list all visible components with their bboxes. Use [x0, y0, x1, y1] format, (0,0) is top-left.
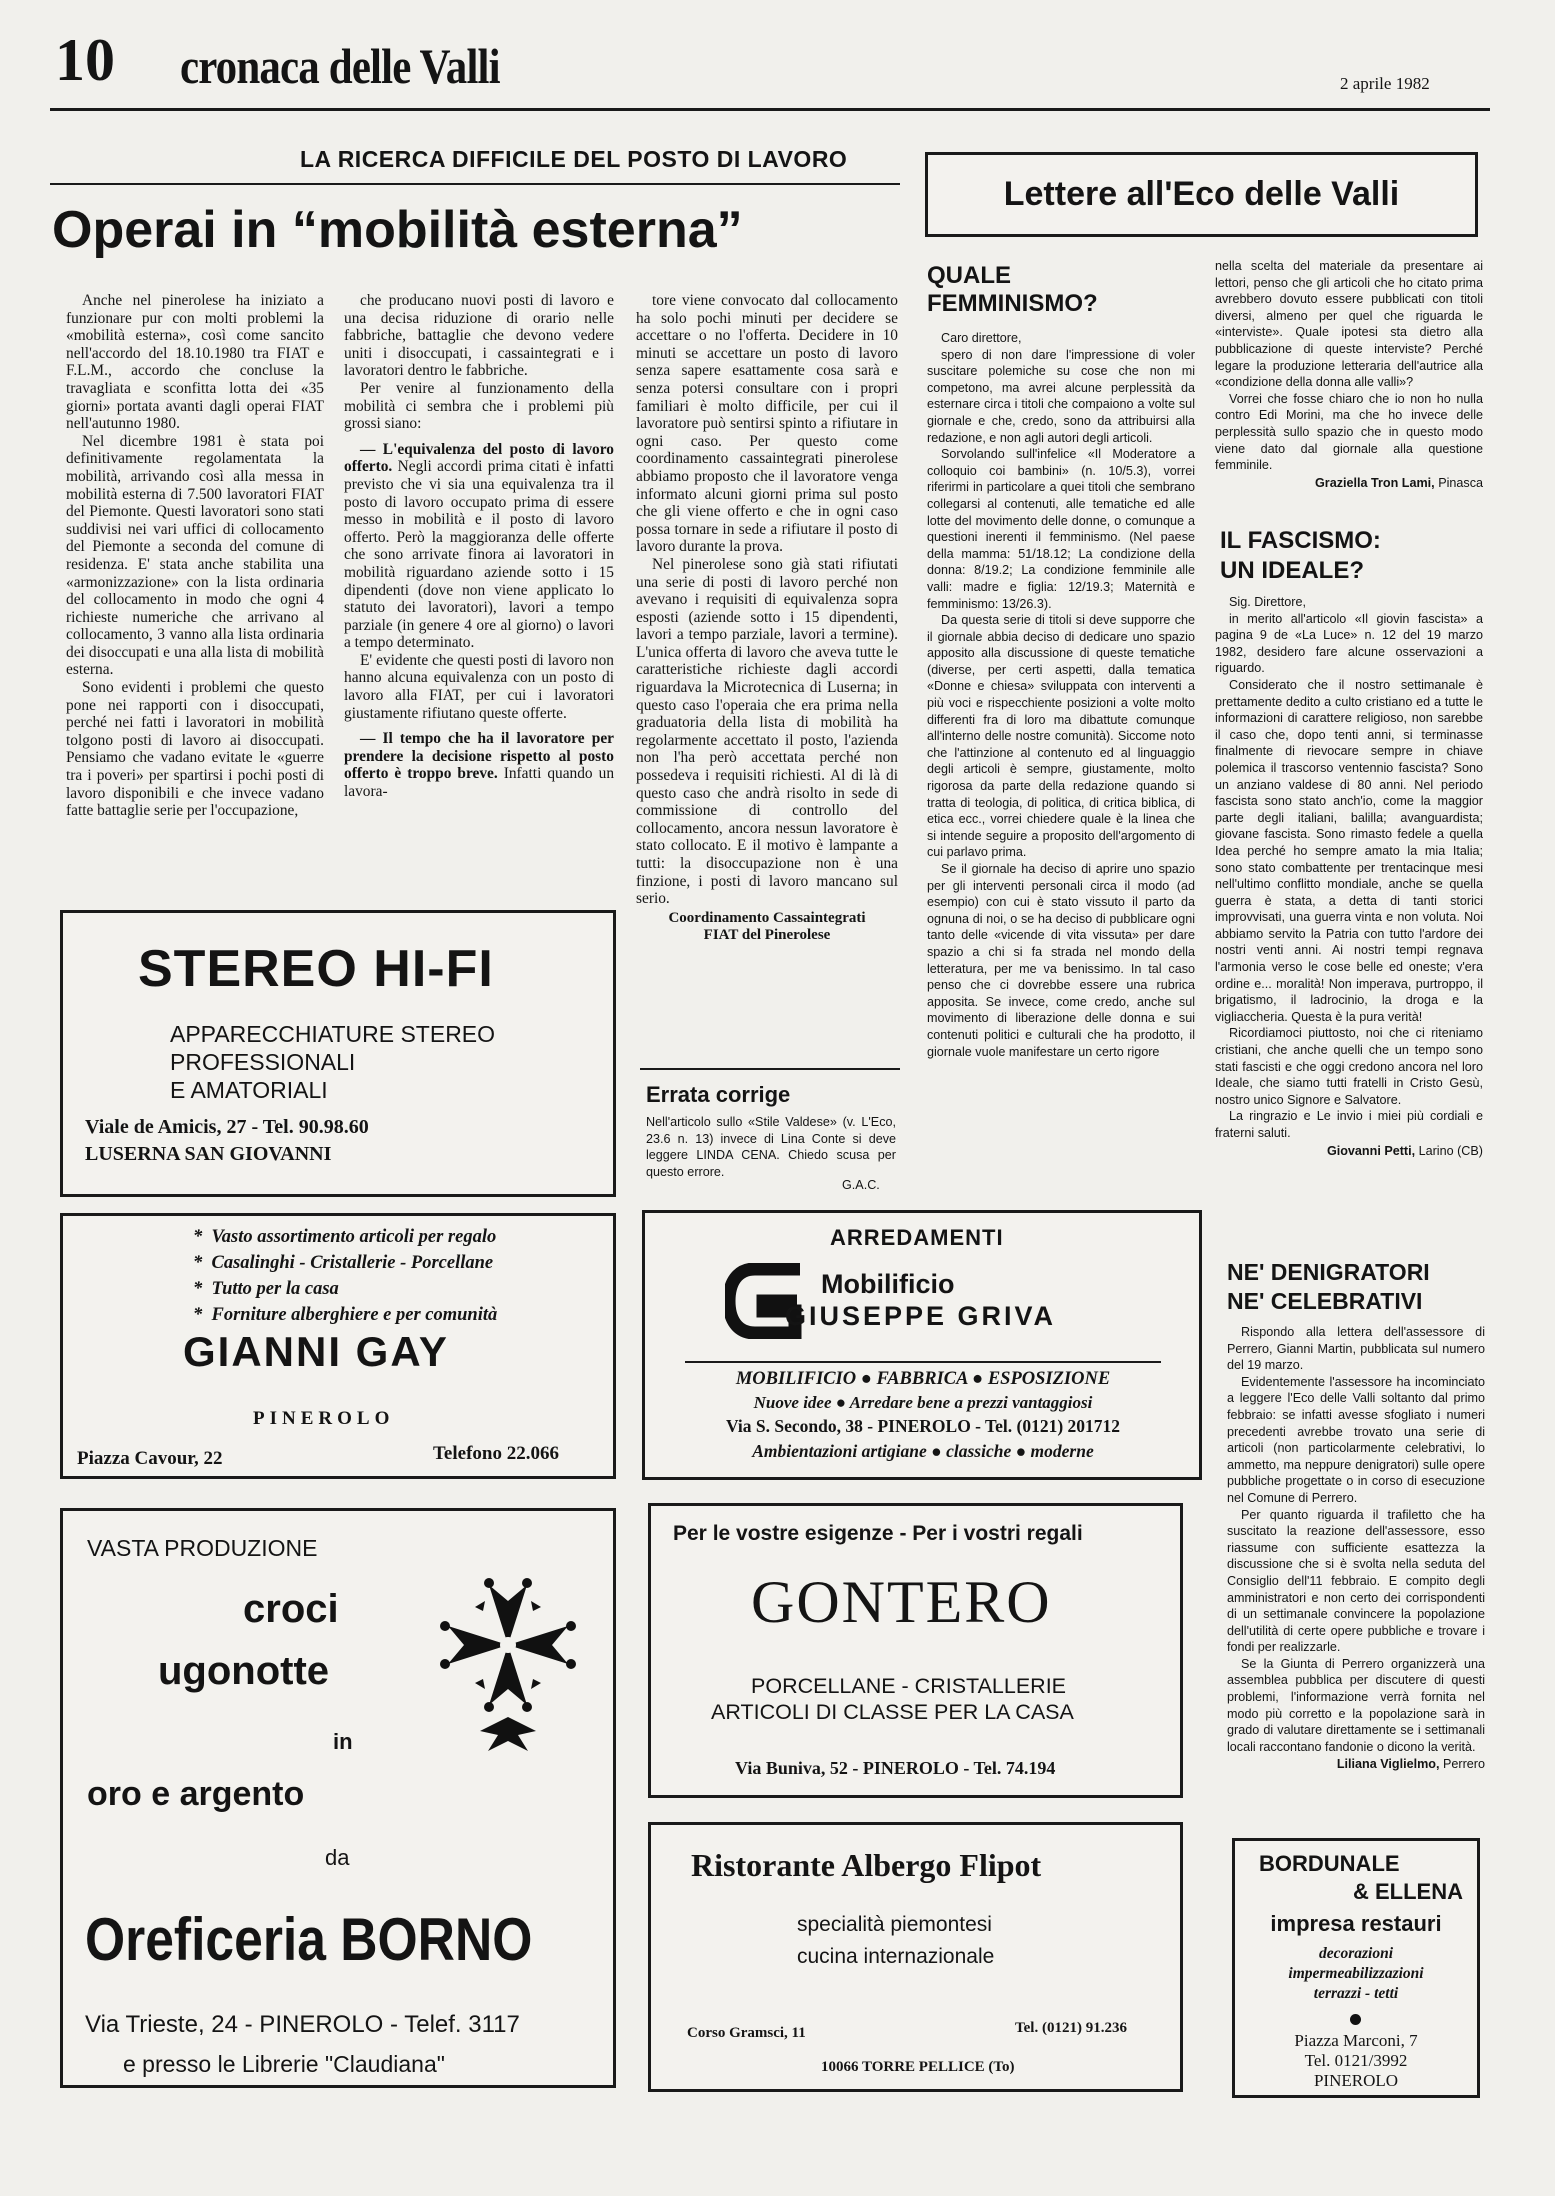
- ad-flipot: [648, 1822, 1183, 2092]
- ad-stereo-line: E AMATORIALI: [170, 1077, 328, 1103]
- letter1-title-line: FEMMINISMO?: [927, 290, 1098, 317]
- letter3-signature: [1227, 1757, 1485, 1771]
- letter-paragraph: Considerato che il nostro settimanale è prettamente dedito a culto cristiano ed a tutte le informazioni di carattere religioso, non sarebbe il caso che, dopo tenti anni, si terminasse finalmente di rievocare sempre in chiave polemica il trascorso ventennio fascista? Sono un anziano valdese di 80 anni. Nel periodo fascista sono stato anch'io, come la maggior parte degli italiani, balilla; avanguardista; giovane fascista. Sono rimasto fedele a quella Idea perché ho sempre amato la mia Italia; sono stato combattente per trentacinque mesi nell'ultimo conflitto mondiale, anche se quella guerra è stata, a detta di tanti storici improvvisati, una guerra vinta e non voluta. Noi abbiamo servito la Patria con tutto l'ardore dei nostri venti anni. Ai nostri tempi regnava l'armonia verso le cose belle ed oneste; v'era ordine e... moralità! Non imperava, purtroppo, il brigatismo, il ladrocinio, la droga e la vigliaccheria. Questa è la pura verità!: [1215, 677, 1483, 1024]
- ad-flipot-name: Ristorante Albergo Flipot: [691, 1847, 1042, 1883]
- ad-gianni-bullet: [193, 1224, 497, 1250]
- huguenot-cross-icon: [423, 1567, 593, 1787]
- ad-gianni-bullet-text: Tutto per la casa: [211, 1279, 339, 1299]
- ad-bordunale-service: terrazzi - tetti: [1313, 1985, 1399, 2002]
- letter2-signature: [1215, 1144, 1483, 1158]
- letter-paragraph: nella scelta del materiale da presentare ai lettori, penso che gli articoli che ho citato prima avrebbero dovuto essere pubblicati con titoli diversi, almeno per quel che riguarda le «interviste». Quale ipotesi sta dietro alla pubblicazione di queste interviste? Perché legare la produzione letteraria dell'autrice alla «condizione della donna alle valli»?: [1215, 259, 1483, 390]
- letter2-sign-name: Giovanni Petti,: [1326, 1143, 1416, 1158]
- letter1-column-2: [1215, 258, 1483, 490]
- letter3-title-line: NE' CELEBRATIVI: [1227, 1288, 1423, 1314]
- page-number: 10: [55, 27, 115, 93]
- errata-title: Errata corrige: [646, 1082, 791, 1107]
- ad-flipot-line2: cucina internazionale: [797, 1945, 995, 1968]
- article-column-1: [66, 292, 324, 820]
- letter-paragraph: Rispondo alla lettera dell'assessore di Perrero, Gianni Martin, pubblicata sul numero del 19 marzo.: [1227, 1325, 1485, 1373]
- letter-paragraph: Sorvolando sull'infelice «Il Moderatore a colloquio coi bambini» (n. 10/5.3), vorrei riferirmi in particolare a quei titoli che sembrano collegarsi al contenuti, alle tematiche ed alle lotte del movimento delle donne, o comunque a questioni inerenti il femminismo. (Nel paese della mamma: 51/18.12; La condizione della donna: 8/19.2; La condizione femminile alle valli: madre e figlia: 12/19.3; Maternità e femminismo: 13/26.3).: [927, 447, 1195, 611]
- ad-gianni-phone: Telefono 22.066: [433, 1443, 559, 1464]
- ad-griva-brand1: Mobilificio: [821, 1269, 955, 1299]
- letter1-sign-name: Graziella Tron Lami,: [1315, 475, 1435, 490]
- letter1-title: [927, 262, 1098, 318]
- ad-flipot-address: Corso Gramsci, 11: [687, 2025, 806, 2041]
- article-paragraph: Negli accordi prima citati è infatti previsto che vi sia una equivalenza tra il posto di lavoro occupato prima di essere messo in mobilità e il posto di lavoro offerto. Però la maggioranza delle offerte che sono arrivate finora ai lavoratori in mobilità riguardano aziende sotto i 15 dipendenti (dove non viene applicato lo statuto dei lavoratori), lavori a tempo parziale (in genere 4 ore al giorno) o lavori a tempo determinato.: [344, 458, 615, 652]
- letter3-sign-place: Perrero: [1443, 1757, 1485, 1772]
- ad-griva-line3: Via S. Secondo, 38 - PINEROLO - Tel. (0121) 201712: [725, 1416, 1121, 1436]
- article-paragraph: Nel dicembre 1981 è stata poi definitivamente regolamentata la mobilità, arrivando così alla messa in mobilità esterna di 7.500 lavoratori FIAT del Piemonte. Questi lavoratori sono stati suddivisi nei vari uffici di collocamento del Piemonte a seconda del comune di residenza. E' stata anche stabilita una «armonizzazione» con la lista ordinaria del collocamento in modo che ogni 4 richieste numeriche che arrivano al collocamento, 3 vanno alla lista ordinaria dei disoccupati e una alla lista di mobilità esterna.: [66, 432, 324, 679]
- ad-bordunale-name: BORDUNALE: [1259, 1851, 1400, 1876]
- article-column-2: [344, 292, 614, 801]
- letter-paragraph: Per quanto riguarda il trafiletto che ha suscitato la reazione dell'assessore, esso riassume con sufficiente esattezza la discussione che si è svolta nella seduta del Consiglio dell'11 febbraio. E compito degli amministratori e non certo dei corrispondenti di un settimanale convincere la popolazione dell'utilità di certe opere pubbliche e trovare i fondi per realizzarle.: [1227, 1507, 1485, 1655]
- ad-stereo-address: Viale de Amicis, 27 - Tel. 90.98.60: [85, 1116, 369, 1138]
- asterisk-icon: *: [193, 1305, 203, 1325]
- article-paragraph: Infatti quando un lavora-: [344, 765, 615, 801]
- ad-griva-line2: Nuove idee ● Arredare bene a prezzi vantaggiosi: [753, 1393, 1093, 1412]
- letter2-sign-place: Larino (CB): [1418, 1143, 1483, 1158]
- letters-header-box: [925, 152, 1478, 237]
- ad-flipot-city: 10066 TORRE PELLICE (To): [821, 2059, 1015, 2075]
- ad-bordunale-address: Piazza Marconi, 7: [1294, 2031, 1418, 2050]
- errata-body: Nell'articolo sullo «Stile Valdese» (v. L'Eco, 23.6 n. 13) invece di Lina Conte si deve leggere LINDA CENA. Chiedo scusa per questo errore.: [646, 1115, 896, 1179]
- ad-gianni-city: PINEROLO: [253, 1408, 395, 1429]
- letter1-sign-place: Pinasca: [1438, 475, 1483, 490]
- ad-gianni-bullet: [193, 1250, 497, 1276]
- letter1-column-1: [927, 330, 1195, 1060]
- ad-stereo-line: PROFESSIONALI: [170, 1049, 356, 1075]
- ad-borno-address: Via Trieste, 24 - PINEROLO - Telef. 3117: [85, 2011, 520, 2038]
- article-signature: FIAT del Pinerolese: [703, 926, 831, 943]
- article-paragraph: tore viene convocato dal collocamento ha solo pochi minuti per decidere se accettare o no l'offerta. Decidere in 10 minuti se accettare un posto di lavoro senza sapere esattamente cosa sarà e senza potersi consultare con i propri familiari è molto difficile, per cui il lavoratore può sentirsi spinto a rifiutare in ogni caso. Per questo come coordinamento cassaintegrati pinerolese abbiamo proposto che il lavoratore venga informato alcuni giorni prima sul posto che gli viene offerto e che in ogni caso possa tornare in sede a rifiutare il posto di lavoro durante la prova.: [636, 292, 898, 556]
- article-paragraph: Per venire al funzionamento della mobilità ci sembra che i problemi più grossi siano:: [344, 379, 614, 433]
- masthead-rule: [50, 108, 1490, 111]
- ad-gianni-bullet: [193, 1302, 497, 1328]
- letter-paragraph: Evidentemente l'assessore ha incominciato a leggere l'Eco delle Valli soltanto dal primo febbraio: se infatti avesse sfogliato i numeri precedenti avrebbe trovato una serie di articoli (non particolarmente celebrativi, lo ammetto, ma neppure denigratori) sulle opere pubbliche progettate o in corso di esecuzione nel Comune di Perrero.: [1227, 1374, 1485, 1505]
- letter2-title-line: IL FASCISMO:: [1220, 527, 1381, 554]
- ad-bordunale-name: & ELLENA: [1353, 1879, 1463, 1904]
- ad-gianni-gay: [60, 1213, 616, 1479]
- letter1-title-line: QUALE: [927, 262, 1011, 289]
- letter-paragraph: Ricordiamoci piuttosto, noi che ci riteniamo cristiani, che anche quelli che un tempo sono stati fascisti e che oggi credono ancora nel loro Ideale, che siamo tutti fratelli in Cristo Gesù, nostro unico Signore e Salvatore.: [1215, 1026, 1483, 1107]
- ad-flipot-phone: Tel. (0121) 91.236: [1015, 2020, 1127, 2036]
- letter-paragraph: Se il giornale ha deciso di aprire uno spazio per gli interventi personali circa il modo (ad esempio) con cui è stato vissuto il parto da ognuna di noi, o se ha deciso di pubblicare ogni tanto delle «vicende di vita vissuta» per dare spazio a chi si fa strada nel mondo della letteratura, per me va benissimo. In tal caso penso che ci dovrebbe essere una rubrica apposita. Se invece, come credo, anche sul movimento di liberazione delle donna e sui contenuti politici e culturali che ha prodotto, il giornale vuole manifestare un certo rigore: [927, 862, 1195, 1059]
- bullet-dot-icon: [1350, 2014, 1361, 2025]
- ad-griva-word: FABBRICA: [876, 1369, 968, 1389]
- article-signature: Coordinamento Cassaintegrati: [668, 909, 866, 926]
- ad-gontero-line2: ARTICOLI DI CLASSE PER LA CASA: [711, 1700, 1074, 1724]
- letter3-body: [1227, 1324, 1485, 1771]
- letter2-body: [1215, 594, 1483, 1158]
- ad-gontero-name: GONTERO: [751, 1569, 1052, 1635]
- ad-griva-line1: MOBILIFICIO ● FABBRICA ● ESPOSIZIONE: [735, 1369, 1111, 1389]
- letter3-title: [1227, 1258, 1430, 1316]
- ad-stereo-hifi: [60, 910, 616, 1197]
- ad-griva-line4: Ambientazioni artigiane ● classiche ● moderne: [752, 1441, 1094, 1461]
- ad-gianni-bullet-text: Vasto assortimento articoli per regalo: [211, 1227, 497, 1247]
- ad-griva-top: ARREDAMENTI: [830, 1225, 1004, 1250]
- letter3-sign-name: Liliana Viglielmo,: [1336, 1757, 1440, 1772]
- ad-borno-word: croci: [243, 1587, 339, 1631]
- article-paragraph: Nel pinerolese sono già stati rifiutati una serie di posti di lavoro perché non avevano i requisiti di equivalenza sopra esposti (aziende sotto i 15 dipendenti, lavori a tempo parziale, lavori a termine). L'unica offerta di lavoro che aveva tutte le caratteristiche richieste dagli accordi riguardava la Microtecnica di Luserna; in questo caso l'operaia che era prima nella graduatoria della lista di mobilità ha regolarmente accettato il posto, l'azienda non l'ha però accettata perché non possedeva i requisiti richiesti. Al di là di questo caso che andrà risolto in sede di commissione di controllo del collocamento, ancora nessun lavoratore è stato collocato. E il motivo è lampante a tutti: la disoccupazione non è una finzione, i posti di lavoro mancano sul serio.: [636, 555, 898, 908]
- ad-griva-word: MOBILIFICIO: [735, 1369, 857, 1389]
- ad-gontero-top: Per le vostre esigenze - Per i vostri regali: [673, 1522, 1083, 1545]
- letter-paragraph: spero di non dare l'impressione di voler suscitare polemiche su cose che non mi competono, ma avrei alcune perplessità da esternare circa i titoli che compaiono a volte sul giornale e che, credo, sono da attribuirsi alla redazione, e non agli autori degli articoli.: [927, 347, 1195, 445]
- ad-borno-word: da: [325, 1845, 350, 1870]
- ad-borno-word: ugonotte: [158, 1649, 330, 1693]
- article-column-3: [636, 292, 898, 944]
- ad-griva-word: ESPOSIZIONE: [987, 1369, 1111, 1389]
- article-kicker: LA RICERCA DIFFICILE DEL POSTO DI LAVORO: [300, 146, 848, 172]
- letter-paragraph: Sig. Direttore,: [1229, 595, 1306, 609]
- ad-flipot-line1: specialità piemontesi: [797, 1913, 992, 1936]
- article-headline: Operai in “mobilità esterna”: [52, 201, 743, 259]
- ad-oreficeria-borno: [60, 1508, 616, 2088]
- ad-bordunale-ellena: [1232, 1838, 1480, 2098]
- ad-griva-rule: [685, 1361, 1161, 1363]
- errata-sign: G.A.C.: [842, 1178, 880, 1192]
- article-paragraph: E' evidente che questi posti di lavoro non hanno alcuna equivalenza con un posto di lavoro alla FIAT, per cui i lavoratori giustamente rifiutano queste offerte.: [344, 651, 614, 722]
- letter1-signature: [1215, 476, 1483, 490]
- article-subhead: — L'equivalenza del posto di lavoro offerto.: [344, 440, 614, 476]
- ad-gontero: [648, 1503, 1183, 1798]
- letters-header: Lettere all'Eco delle Valli: [1003, 175, 1400, 213]
- ad-bordunale-city: PINEROLO: [1313, 2071, 1399, 2090]
- ad-borno-top: VASTA PRODUZIONE: [87, 1535, 318, 1561]
- ad-gianni-bullet-text: Casalinghi - Cristallerie - Porcellane: [211, 1253, 494, 1273]
- ad-bordunale-title: impresa restauri: [1270, 1911, 1442, 1936]
- ad-bordunale-service: impermeabilizzazioni: [1288, 1965, 1424, 1982]
- ad-borno-word: oro e argento: [87, 1775, 305, 1813]
- asterisk-icon: *: [193, 1227, 203, 1247]
- ad-borno-word: in: [333, 1729, 353, 1754]
- ad-gianni-bullets: [193, 1224, 497, 1328]
- ad-stereo-line: APPARECCHIATURE STEREO: [170, 1021, 496, 1047]
- asterisk-icon: *: [193, 1279, 203, 1299]
- ad-stereo-city: LUSERNA SAN GIOVANNI: [85, 1143, 332, 1165]
- letter2-title: [1220, 526, 1381, 586]
- ad-gontero-address: Via Buniva, 52 - PINEROLO - Tel. 74.194: [735, 1758, 1056, 1778]
- issue-date: 2 aprile 1982: [1340, 74, 1430, 93]
- ad-griva-brand2: GIUSEPPE GRIVA: [785, 1301, 1057, 1331]
- kicker-rule: [50, 183, 900, 185]
- ad-gianni-name: GIANNI GAY: [183, 1328, 449, 1375]
- article-paragraph: Anche nel pinerolese ha iniziato a funzionare pur con molti problemi la «mobilità esterna», così come sancito nell'accordo del 18.10.1980 tra FIAT e F.L.M., accordo che concluse la travagliata e sconfitta lotta dei «35 giorni» portata avanti dagli operai FIAT nell'autunno 1980.: [66, 292, 324, 433]
- letter2-title-line: UN IDEALE?: [1220, 557, 1364, 584]
- ad-bordunale-service: decorazioni: [1318, 1945, 1394, 1962]
- letter-paragraph: La ringrazio e Le invio i miei più cordiali e fraterni saluti.: [1215, 1109, 1483, 1140]
- letter-paragraph: in merito all'articolo «Il giovin fascista» a pagina 9 de «La Luce» n. 12 del 19 marzo 1982, desidero fare alcune osservazioni a riguardo.: [1215, 611, 1483, 676]
- letter-paragraph: Caro direttore,: [941, 331, 1022, 345]
- article-subhead: — Il tempo che ha il lavoratore per prendere la decisione rispetto al posto offerto è troppo breve.: [344, 730, 614, 783]
- ad-griva: [642, 1210, 1202, 1480]
- ad-stereo-title: STEREO HI-FI: [138, 940, 494, 998]
- ad-gianni-bullet: [193, 1276, 497, 1302]
- ad-borno-name: Oreficeria BORNO: [85, 1906, 533, 1973]
- letter-paragraph: Vorrei che fosse chiaro che io non ho nulla contro Edi Morini, ma che ho invece delle perplessità sullo spazio che in questo modo viene dato dal giornale alla questione femminile.: [1215, 391, 1483, 473]
- article-paragraph: che producano nuovi posti di lavoro e una decisa riduzione di orario nelle fabbriche, battaglie che devono vedere uniti i disoccupati, i cassaintegrati e i lavoratori dentro le fabbriche.: [344, 292, 614, 380]
- errata-rule: [640, 1068, 900, 1070]
- ad-borno-extra: e presso le Librerie "Claudiana": [123, 2051, 445, 2077]
- letter-paragraph: Da questa serie di titoli si deve supporre che il giornale abbia deciso di dedicare uno spazio apposito alla discussione di queste tematiche (diverse, per certi aspetti, dalla tematica «Donne e chiesa» sviluppata con interventi a più voci e rispecchiente posizioni a volte molto differenti fra di loro ma dibattute comunque all'interno delle nostre comunità). Siccome noto che l'attinzione al contenuto ed al linguaggio degli articoli è sempre, giustamente, molto rigorosa da parte della redazione quando si tratta di teologia, di politica, di critica biblica, di etica ecc., vorrei chiedere quale è la linea che si intende seguire a proposito dell'argomento di cui parlavo prima.: [927, 613, 1195, 860]
- ad-gianni-address: Piazza Cavour, 22: [77, 1448, 223, 1469]
- letter3-title-line: NE' DENIGRATORI: [1227, 1259, 1430, 1285]
- asterisk-icon: *: [193, 1253, 203, 1273]
- letter-paragraph: Se la Giunta di Perrero organizzerà una assemblea pubblica per discutere di questi problemi, l'informazione verrà fornita nel modo più corretto e la popolazione sarà in grado di valutare direttamente se i settimanali locali raccontano fandonie o dicono la verità.: [1227, 1656, 1485, 1754]
- newspaper-title: cronaca delle Valli: [180, 38, 500, 94]
- ad-bordunale-phone: Tel. 0121/3992: [1304, 2051, 1408, 2070]
- ad-gianni-bullet-text: Forniture alberghiere e per comunità: [211, 1305, 498, 1325]
- article-paragraph: Sono evidenti i problemi che questo pone nei rapporti con i disoccupati, perché nei fatti i lavoratori in mobilità tolgono posti di lavoro ai disoccupati. Pensiamo che vadano evitate le «guerre tra i poveri» per spartirsi i pochi posti di lavoro disponibili e che invece vadano fatte battaglie serie per l'occupazione,: [66, 679, 324, 820]
- ad-gontero-line1: PORCELLANE - CRISTALLERIE: [751, 1674, 1067, 1698]
